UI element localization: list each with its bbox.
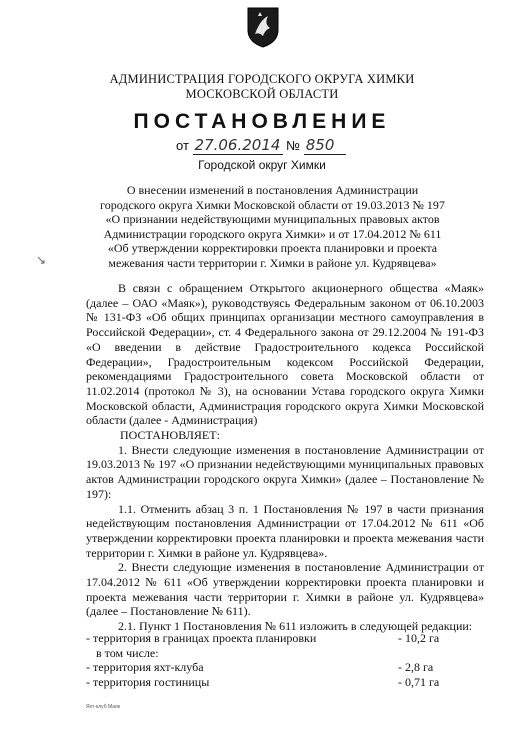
document-type-heading: ПОСТАНОВЛЕНИЕ	[133, 110, 391, 133]
footer-note: Яхт-клуб Маяк	[86, 704, 120, 710]
document-subject: О внесении изменений в постановления Администрации городского округа Химки Московской области от 19.03.2013 № 197 «О признании недействующими муниципальных правовых актов Администрации городского округа Химки» и от 17.04.2012 № 611 «Об утверждении корректировки проекта планировки и проекта межевания части территории г. Химки в районе ул. Кудрявцева»	[100, 183, 445, 270]
list-item-value: - 10,2 га	[398, 631, 440, 645]
list-item-value: - 0,71 га	[398, 675, 440, 690]
list-item-value: - 2,8 га	[398, 660, 434, 675]
number-prefix: №	[286, 138, 301, 153]
item-1-1-paragraph: 1.1. Отменить абзац 3 п. 1 Постановления № 197 в части признания недействующим постановления Администрации от 17.04.2012 № 611 «Об утверждении корректировки проекта планировки и проекта межевания части территории г. Химки в районе ул. Кудрявцева».	[86, 501, 484, 560]
margin-mark: ↘	[36, 253, 47, 267]
list-item	[86, 675, 484, 690]
list-item-label: - территория яхт-клуба	[86, 660, 204, 675]
date-number-line	[176, 136, 346, 155]
list-item-label: - территория в границах проекта планировки	[86, 631, 317, 645]
coat-of-arms-icon	[246, 6, 280, 48]
list-item	[86, 660, 484, 675]
territory-list	[86, 631, 484, 690]
handwritten-number: 850	[304, 136, 346, 155]
item-2-1-paragraph: 2.1. Пункт 1 Постановления № 611 изложить в следующей редакции:	[118, 619, 473, 634]
organization-line-2: МОСКОВСКОЙ ОБЛАСТИ	[185, 87, 339, 101]
list-item-label: - территория гостиницы	[86, 675, 210, 690]
city-line: Городской округ Химки	[198, 158, 326, 172]
list-item-label: в том числе:	[96, 645, 159, 660]
preamble-paragraph: В связи с обращением Открытого акционерного общества «Маяк» (далее – ОАО «Маяк»), руководствуясь Федеральным законом от 06.10.2003 № 131-ФЗ «Об общих принципах организации местного самоуправления в Российской Федерации», ст. 4 Федерального закона от 29.12.2004 № 191-ФЗ «О введении в действие Градостроительного кодекса Российской Федерации», Градостроительным кодексом Российской Федерации, рекомендациями Градостроительного совета Московской области от 11.02.2014 (протокол № 3), на основании Устава городского округа Химки Московской области, Администрация городского округа Химки Московской области (далее - Администрация)	[86, 281, 484, 428]
list-item	[86, 631, 484, 646]
item-1-paragraph: 1. Внести следующие изменения в постановление Администрации от 19.03.2013 № 197 «О признании недействующими муниципальных правовых актов Администрации городского округа Химки» (далее – Постановление № 197):	[86, 442, 484, 501]
date-prefix: от	[176, 138, 189, 153]
decree-word: ПОСТАНОВЛЯЕТ:	[120, 428, 220, 443]
handwritten-date: 27.06.2014	[193, 136, 283, 155]
document-body	[86, 281, 484, 634]
organization-line-1: АДМИНИСТРАЦИЯ ГОРОДСКОГО ОКРУГА ХИМКИ	[109, 72, 415, 86]
item-2-paragraph: 2. Внести следующие изменения в постановление Администрации от 17.04.2012 № 611 «Об утверждении корректировки проекта планировки и проекта межевания части территории г. Химки в районе ул. Кудрявцева» (далее – Постановление № 611).	[86, 560, 484, 619]
list-item	[86, 646, 484, 661]
